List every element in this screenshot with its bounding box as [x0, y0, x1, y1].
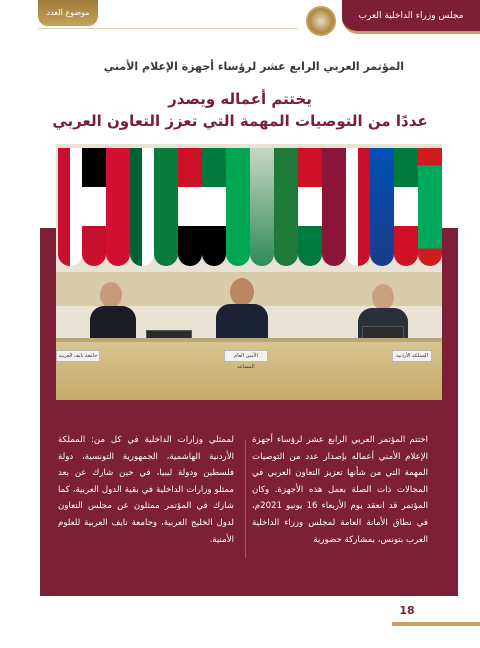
column-divider	[245, 440, 246, 558]
header-rule	[38, 28, 298, 29]
flag	[178, 148, 202, 266]
flag	[82, 148, 106, 266]
section-tab	[38, 0, 98, 26]
flag	[274, 148, 298, 266]
nameplate-right: المملكة الأردنية	[392, 350, 432, 362]
nameplate-center: الأمين العام المساعد	[224, 350, 268, 362]
footer-bar	[392, 622, 480, 626]
article-column-left: لممثلي وزارات الداخلية في كل من: المملكة الأردنية الهاشمية، الجمهورية التونسية، دولة فلسطين ودولة ليبيا، في حين شارك عن بعد ممثلو وزارات الداخلية في بقية الدول العربية، كما شارك في المؤتمر ممثلون عن مجلس التعاون لدول الخليج العربية، وجامعة نايف العربية للعلوم الأمنية.	[58, 435, 234, 545]
council-emblem-icon	[306, 6, 336, 36]
flag	[202, 148, 226, 266]
article-title-line1: يختتم أعماله ويصدر	[168, 90, 312, 108]
flag	[130, 148, 154, 266]
flag	[154, 148, 178, 266]
conference-photo	[56, 144, 442, 400]
article-title-line2: عددًا من التوصيات المهمة التي تعزز التعاون العربي	[52, 112, 428, 130]
publication-name: مجلس وزراء الداخلية العرب	[358, 11, 464, 21]
flag	[58, 148, 82, 266]
flag	[394, 148, 418, 266]
flag	[322, 148, 346, 266]
flag	[346, 148, 370, 266]
flag	[226, 148, 250, 266]
flag	[298, 148, 322, 266]
nameplate-left: جامعة نايف العربية	[56, 350, 100, 362]
flag	[418, 148, 442, 266]
flag	[106, 148, 130, 266]
flag	[370, 148, 394, 266]
article-subtitle: المؤتمر العربي الرابع عشر لرؤساء أجهزة الإعلام الأمني	[103, 60, 404, 73]
publication-banner	[342, 0, 480, 34]
flags-row	[56, 144, 442, 272]
flag	[250, 148, 274, 266]
section-label: موضوع العدد	[46, 8, 90, 17]
article-column-right: اختتم المؤتمر العربي الرابع عشر لرؤساء أجهزة الإعلام الأمني أعماله بإصدار عدد من التوصيات المهمة التي من شأنها تعزيز التعاون العربي في المجالات ذات الصلة بعمل هذه الأجهزة. وكان المؤتمر قد انعقد يوم الأربعاء 16 يونيو 2021م، في نطاق الأمانة العامة لمجلس وزراء الداخلية العرب بتونس، بمشاركة حضورية	[252, 435, 428, 545]
page-number: 18	[399, 604, 415, 617]
